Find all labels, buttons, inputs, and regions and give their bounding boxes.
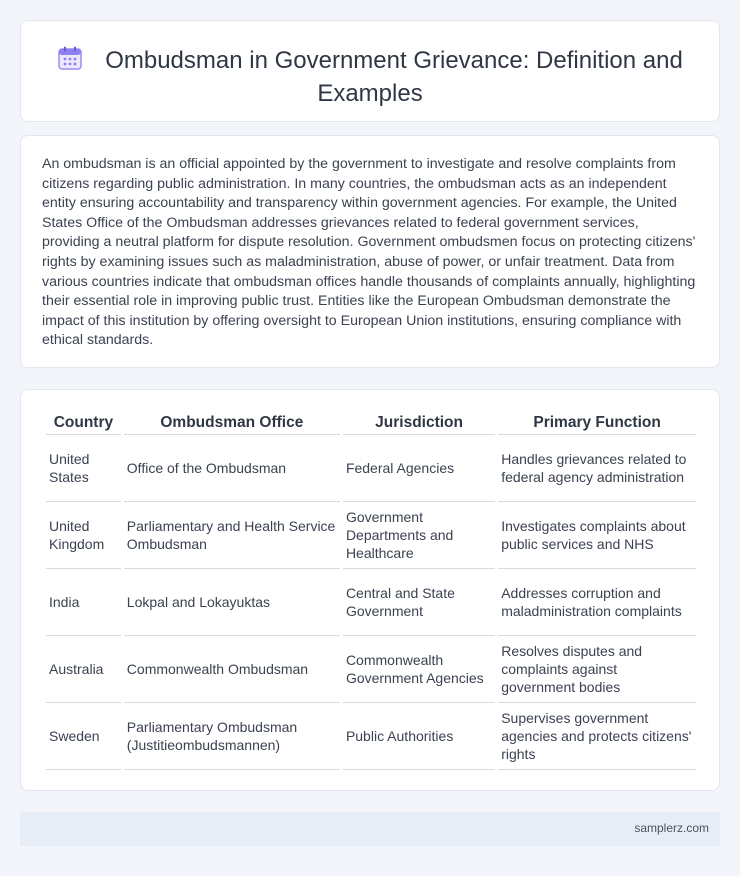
footer-bar (20, 812, 720, 846)
cell-function: Addresses corruption and maladministration complaints (498, 569, 696, 636)
intro-paragraph: An ombudsman is an official appointed by the government to investigate and resolve complaints from citizens regarding public administration. In many countries, the ombudsman acts as an independent entity ensuring accountability and transparency within government agencies. For example, the United States Office of the Ombudsman addresses grievances related to federal government services, providing a neutral platform for dispute resolution. Government ombudsmen focus on protecting citizens' rights by examining issues such as maladministration, abuse of power, or unfair treatment. Data from various countries indicate that ombudsman offices handle thousands of complaints annually, highlighting their essential role in improving public trust. Entities like the European Ombudsman demonstrate the impact of this institution by offering oversight to European Union institutions, ensuring compliance with ethical standards. (42, 156, 696, 349)
cell-function: Supervises government agencies and protects citizens' rights (498, 703, 696, 770)
table-row (46, 502, 696, 569)
cell-jurisdiction: Commonwealth Government Agencies (343, 636, 495, 703)
cell-office: Office of the Ombudsman (124, 435, 340, 502)
header-office: Ombudsman Office (124, 412, 340, 435)
cell-function: Handles grievances related to federal agency administration (498, 435, 696, 502)
table-row (46, 435, 696, 502)
cell-jurisdiction: Public Authorities (343, 703, 495, 770)
title-card (20, 20, 720, 122)
cell-country: United States (46, 435, 121, 502)
header-country: Country (46, 412, 121, 435)
calendar-icon (57, 45, 83, 79)
table-row (46, 703, 696, 770)
header-function: Primary Function (498, 412, 696, 435)
cell-jurisdiction: Central and State Government (343, 569, 495, 636)
page-title-wrap (21, 45, 719, 109)
cell-country: Sweden (46, 703, 121, 770)
cell-jurisdiction: Federal Agencies (343, 435, 495, 502)
page-title: Ombudsman in Government Grievance: Definition and Examples (105, 47, 683, 107)
cell-office: Parliamentary and Health Service Ombudsman (124, 502, 340, 569)
footer-site-link[interactable]: samplerz.com (634, 821, 709, 835)
cell-office: Lokpal and Lokayuktas (124, 569, 340, 636)
cell-function: Resolves disputes and complaints against government bodies (498, 636, 696, 703)
cell-country: United Kingdom (46, 502, 121, 569)
header-jurisdiction: Jurisdiction (343, 412, 495, 435)
ombudsman-table (43, 412, 699, 770)
cell-jurisdiction: Government Departments and Healthcare (343, 502, 495, 569)
table-row (46, 636, 696, 703)
cell-office: Commonwealth Ombudsman (124, 636, 340, 703)
cell-function: Investigates complaints about public services and NHS (498, 502, 696, 569)
table-row (46, 569, 696, 636)
intro-card (20, 135, 720, 368)
table-header-row (46, 412, 696, 435)
cell-office: Parliamentary Ombudsman (Justitieombudsmannen) (124, 703, 340, 770)
cell-country: Australia (46, 636, 121, 703)
table-card (20, 389, 720, 791)
cell-country: India (46, 569, 121, 636)
